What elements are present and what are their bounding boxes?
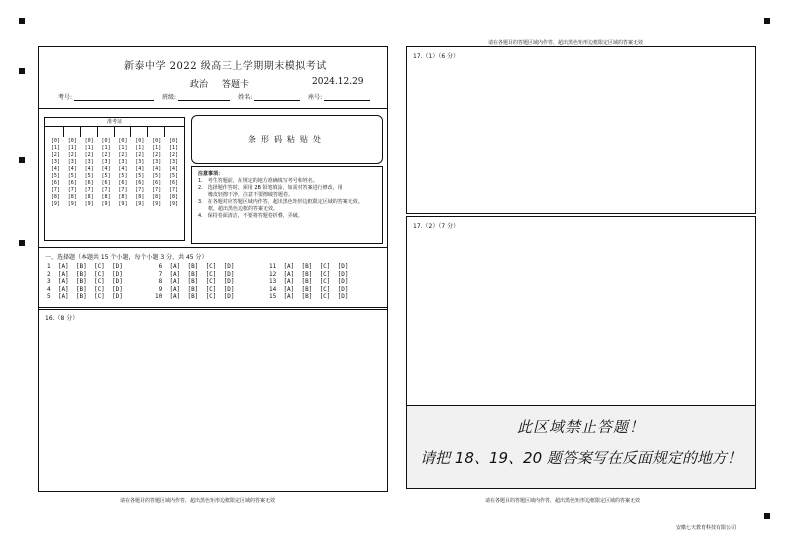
admission-digit-bubble[interactable]: [4] [169,166,179,172]
admission-digit-bubble[interactable]: [0] [101,138,111,144]
admission-digit-bubble[interactable]: [6] [135,180,145,186]
barcode-area: 条形码粘贴处 [191,115,383,164]
no-answer-warning: 此区域禁止答题！ [516,418,645,436]
admission-digit-bubble[interactable]: [2] [135,152,145,158]
alignment-marker [19,240,25,246]
admission-digit-bubble[interactable]: [6] [50,180,60,186]
exam-date: 2024.12.29 [312,77,364,87]
admission-digit-bubble[interactable]: [0] [84,138,94,144]
admission-digit-bubble[interactable]: [4] [101,166,111,172]
admission-digit-bubble[interactable]: [9] [118,201,128,207]
admission-digit-bubble[interactable]: [3] [101,159,111,165]
admission-digits [47,138,182,207]
admission-digit-bubble[interactable]: [4] [135,166,145,172]
q16-answer-area[interactable] [38,309,388,492]
admission-digit-bubble[interactable]: [5] [135,173,145,179]
admission-digit-bubble[interactable]: [7] [50,187,60,193]
no-answer-zone [406,405,756,489]
admission-digit-bubble[interactable]: [3] [67,159,77,165]
admission-digit-bubble[interactable]: [4] [84,166,94,172]
admission-digit-bubble[interactable]: [4] [118,166,128,172]
admission-digit-bubble[interactable]: [5] [118,173,128,179]
footer-note-right-bottom: 请在各题目的答题区域内作答，超出黑色矩形边框限定区域的答案无效 [485,498,641,504]
admission-digit-bubble[interactable]: [8] [118,194,128,200]
admission-digit-bubble[interactable]: [3] [169,159,179,165]
admission-digit-bubble[interactable]: [5] [67,173,77,179]
admission-digit-bubble[interactable]: [0] [135,138,145,144]
admission-digit-bubble[interactable]: [5] [169,173,179,179]
admission-digit-bubble[interactable]: [3] [84,159,94,165]
notes-item: 框，超出黑色边框的答案无效。 [198,206,279,212]
notes-title: 注意事项： [198,171,224,177]
alignment-marker [19,18,25,24]
admission-digit-bubble[interactable]: [3] [135,159,145,165]
alignment-marker [764,18,770,24]
footer-note-right-top: 请在各题目的答题区域内作答，超出黑色矩形边框限定区域的答案无效 [488,40,644,46]
q17-1-answer-area[interactable] [406,46,756,214]
admission-digit-bubble[interactable]: [7] [67,187,77,193]
company-name: 安徽七天教育科技有限公司 [676,525,737,531]
alignment-marker [19,157,25,163]
notes-item: 2. 选择题作答时，须用 2B 铅笔填涂，如需对答案进行修改，用 [198,185,343,191]
admission-digit-bubble[interactable]: [1] [152,145,162,151]
admission-digit-bubble[interactable]: [7] [84,187,94,193]
admission-digit-bubble[interactable]: [2] [50,152,60,158]
answer-elsewhere-instruction: 请把 18、19、20 题答案写在反面规定的地方！ [420,449,742,467]
admission-digit-bubble[interactable]: [0] [118,138,128,144]
admission-digit-bubble[interactable]: [4] [67,166,77,172]
admission-digit-bubble[interactable]: [2] [101,152,111,158]
admission-digit-bubble[interactable]: [8] [135,194,145,200]
admission-digit-bubble[interactable]: [9] [67,201,77,207]
subject-label: 政治 [190,80,209,90]
admission-digit-bubble[interactable]: [1] [67,145,77,151]
admission-digit-bubble[interactable]: [2] [118,152,128,158]
admission-digit-bubble[interactable]: [9] [84,201,94,207]
admission-digit-bubble[interactable]: [2] [67,152,77,158]
admission-digit-bubble[interactable]: [9] [152,201,162,207]
choice-column-3[interactable]: 11 [A] [B] [C] [D] 12 [A] [B] [C] [D] 13 [A] [B] [C] [D] 14 [A] [B] [C] [D] 15 [A] [B] [C] [D] [269,263,349,301]
notes-item: 橡皮轻擦干净，注意不要擦破答题卷。 [198,192,294,198]
admission-digit-bubble[interactable]: [2] [152,152,162,158]
admission-digit-bubble[interactable]: [8] [50,194,60,200]
admission-digit-bubble[interactable]: [1] [135,145,145,151]
admission-digit-bubble[interactable]: [9] [135,201,145,207]
choice-column-2[interactable]: 6 [A] [B] [C] [D] 7 [A] [B] [C] [D] 8 [A] [B] [C] [D] 9 [A] [B] [C] [D] 10 [A] [B] [C] [D] [155,263,235,301]
admission-digit-bubble[interactable]: [6] [118,180,128,186]
class-field[interactable]: 班级: [162,92,230,101]
admission-digit-bubble[interactable]: [5] [101,173,111,179]
admission-digit-bubble[interactable]: [1] [50,145,60,151]
admission-digit-bubble[interactable]: [7] [152,187,162,193]
seat-field[interactable]: 座号: [308,92,370,101]
admission-digit-bubble[interactable]: [6] [169,180,179,186]
notes-item: 3. 在各题对应答题区域内作答，超出黑色矩形边框限定区域的答案无效。 [198,199,363,205]
admission-digit-bubble[interactable]: [3] [152,159,162,165]
exam-number-field[interactable]: 考号: [58,92,154,101]
admission-digit-bubble[interactable]: [0] [67,138,77,144]
choice-heading: 一、选择题（本题共 15 个小题，每个小题 3 分，共 45 分） [45,254,208,261]
admission-digit-bubble[interactable]: [8] [84,194,94,200]
admission-digit-bubble[interactable]: [7] [101,187,111,193]
multiple-choice-section [38,247,388,308]
admission-digit-bubble[interactable]: [8] [101,194,111,200]
admission-blank-row [47,127,182,137]
admission-digit-bubble[interactable]: [5] [50,173,60,179]
q16-label: 16.（8 分） [45,315,79,322]
admission-digit-bubble[interactable]: [6] [152,180,162,186]
alignment-marker [764,513,770,519]
q17-1-label: 17.（1）（6 分） [413,53,460,60]
admission-digit-bubble[interactable]: [0] [152,138,162,144]
notes-item: 1. 考生答题前，在规定的地方准确填写考号和姓名。 [198,178,318,184]
admission-digit-bubble[interactable]: [9] [101,201,111,207]
admission-digit-bubble[interactable]: [7] [118,187,128,193]
choice-column-1[interactable]: 1 [A] [B] [C] [D] 2 [A] [B] [C] [D] 3 [A] [B] [C] [D] 4 [A] [B] [C] [D] 5 [A] [B] [C] [D] [47,263,123,301]
admission-digit-bubble[interactable]: [4] [50,166,60,172]
admission-digit-bubble[interactable]: [8] [67,194,77,200]
admission-digit-bubble[interactable]: [3] [118,159,128,165]
admission-number-grid [44,117,185,241]
admission-digit-bubble[interactable]: [4] [152,166,162,172]
admission-digit-bubble[interactable]: [7] [169,187,179,193]
admission-digit-bubble[interactable]: [1] [118,145,128,151]
admission-digit-bubble[interactable]: [9] [50,201,60,207]
admission-digit-bubble[interactable]: [6] [84,180,94,186]
admission-title: 准考证 [45,118,184,127]
admission-digit-bubble[interactable]: [0] [50,138,60,144]
notes-box [191,166,383,244]
admission-digit-bubble[interactable]: [1] [101,145,111,151]
admission-digit-bubble[interactable]: [1] [169,145,179,151]
q17-2-answer-area[interactable] [406,216,756,406]
admission-digit-bubble[interactable]: [6] [67,180,77,186]
admission-digit-bubble[interactable]: [5] [152,173,162,179]
card-label: 答题卡 [222,80,250,90]
admission-digit-bubble[interactable]: [5] [84,173,94,179]
header-divider [38,108,388,109]
notes-item: 4. 保持卷面清洁，不要将答题卷折叠，弄破。 [198,213,303,219]
admission-digit-bubble[interactable]: [3] [50,159,60,165]
admission-digit-bubble[interactable]: [0] [169,138,179,144]
footer-note-left: 请在各题目的答题区域内作答，超出黑色矩形边框限定区域的答案无效 [120,498,276,504]
admission-digit-bubble[interactable]: [9] [169,201,179,207]
alignment-marker [19,68,25,74]
admission-digit-bubble[interactable]: [7] [135,187,145,193]
admission-digit-bubble[interactable]: [8] [152,194,162,200]
admission-digit-bubble[interactable]: [1] [84,145,94,151]
name-field[interactable]: 姓名: [238,92,300,101]
student-info-row [58,92,370,101]
admission-digit-bubble[interactable]: [2] [169,152,179,158]
q17-2-label: 17.（2）（7 分） [413,223,460,230]
exam-title: 新泰中学 2022 级高三上学期期末模拟考试 [124,61,327,72]
admission-digit-bubble[interactable]: [6] [101,180,111,186]
admission-digit-bubble[interactable]: [2] [84,152,94,158]
admission-digit-bubble[interactable]: [8] [169,194,179,200]
